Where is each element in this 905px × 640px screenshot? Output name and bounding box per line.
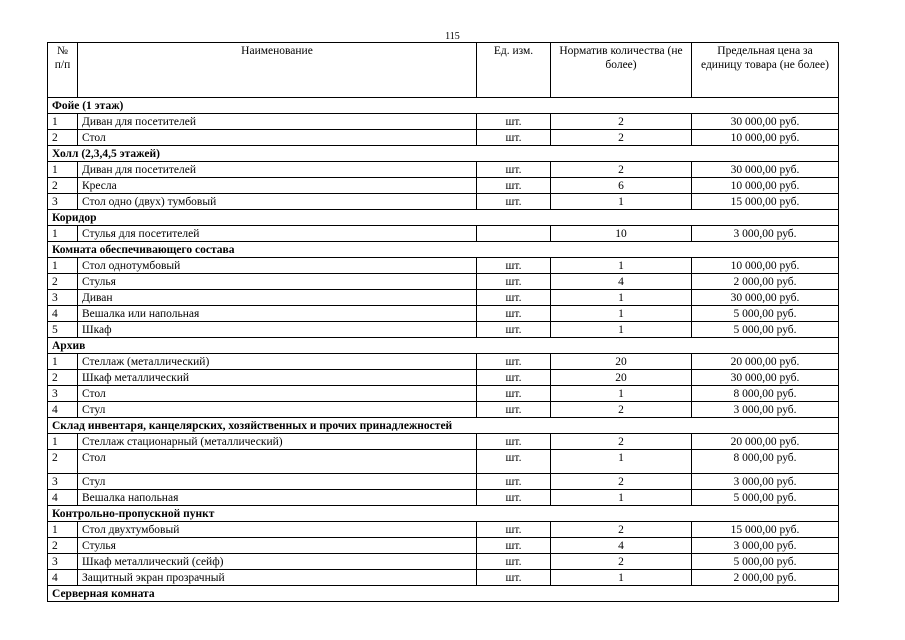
item-price: 20 000,00 руб. [692, 354, 839, 370]
table-row [48, 274, 839, 290]
row-number: 3 [48, 194, 78, 210]
header-num: № п/п [48, 43, 78, 98]
header-unit: Ед. изм. [477, 43, 551, 98]
item-quantity: 1 [551, 490, 692, 506]
row-number: 3 [48, 386, 78, 402]
item-quantity: 1 [551, 306, 692, 322]
row-number: 3 [48, 474, 78, 490]
item-quantity: 2 [551, 402, 692, 418]
page-number: 115 [445, 31, 460, 42]
item-name: Стулья [78, 274, 477, 290]
item-name: Стол [78, 450, 477, 474]
table-row [48, 522, 839, 538]
item-unit: шт. [477, 570, 551, 586]
item-price: 2 000,00 руб. [692, 274, 839, 290]
item-quantity: 20 [551, 354, 692, 370]
row-number: 1 [48, 162, 78, 178]
item-unit: шт. [477, 162, 551, 178]
item-quantity: 4 [551, 538, 692, 554]
item-price: 10 000,00 руб. [692, 258, 839, 274]
table-row [48, 370, 839, 386]
item-quantity: 10 [551, 226, 692, 242]
table-row [48, 490, 839, 506]
item-unit: шт. [477, 370, 551, 386]
item-price: 3 000,00 руб. [692, 226, 839, 242]
section-title: Коридор [48, 210, 839, 226]
item-quantity: 20 [551, 370, 692, 386]
item-price: 8 000,00 руб. [692, 450, 839, 474]
row-number: 5 [48, 322, 78, 338]
row-number: 2 [48, 178, 78, 194]
item-unit: шт. [477, 554, 551, 570]
item-name: Шкаф [78, 322, 477, 338]
item-name: Диван для посетителей [78, 114, 477, 130]
table-row [48, 354, 839, 370]
item-name: Стеллаж (металлический) [78, 354, 477, 370]
table-row [48, 434, 839, 450]
table-row [48, 258, 839, 274]
item-name: Кресла [78, 178, 477, 194]
item-price: 15 000,00 руб. [692, 522, 839, 538]
section-title: Склад инвентаря, канцелярских, хозяйственных и прочих принадлежностей [48, 418, 839, 434]
row-number: 3 [48, 554, 78, 570]
item-unit: шт. [477, 354, 551, 370]
item-price: 3 000,00 руб. [692, 402, 839, 418]
row-number: 2 [48, 450, 78, 474]
item-unit: шт. [477, 130, 551, 146]
table-row [48, 130, 839, 146]
item-name: Стул [78, 474, 477, 490]
item-unit: шт. [477, 522, 551, 538]
row-number: 1 [48, 354, 78, 370]
item-price: 30 000,00 руб. [692, 370, 839, 386]
item-name: Стол двухтумбовый [78, 522, 477, 538]
row-number: 1 [48, 522, 78, 538]
section-title: Контрольно-пропускной пункт [48, 506, 839, 522]
item-quantity: 2 [551, 522, 692, 538]
row-number: 1 [48, 226, 78, 242]
section-title: Комната обеспечивающего состава [48, 242, 839, 258]
item-quantity: 1 [551, 322, 692, 338]
item-quantity: 2 [551, 434, 692, 450]
item-name: Стол [78, 130, 477, 146]
table-row [48, 178, 839, 194]
item-quantity: 1 [551, 450, 692, 474]
item-unit: шт. [477, 306, 551, 322]
item-unit: шт. [477, 450, 551, 474]
item-quantity: 1 [551, 386, 692, 402]
row-number: 1 [48, 258, 78, 274]
item-quantity: 4 [551, 274, 692, 290]
section-row [48, 210, 839, 226]
row-number: 1 [48, 434, 78, 450]
item-quantity: 2 [551, 162, 692, 178]
item-quantity: 2 [551, 130, 692, 146]
header-name: Наименование [78, 43, 477, 98]
item-unit: шт. [477, 490, 551, 506]
item-quantity: 2 [551, 474, 692, 490]
item-unit [477, 226, 551, 242]
section-title: Фойе (1 этаж) [48, 98, 839, 114]
item-quantity: 1 [551, 258, 692, 274]
item-name: Шкаф металлический [78, 370, 477, 386]
section-row [48, 242, 839, 258]
item-price: 5 000,00 руб. [692, 306, 839, 322]
row-number: 2 [48, 130, 78, 146]
table-row [48, 226, 839, 242]
item-name: Диван для посетителей [78, 162, 477, 178]
table-row [48, 322, 839, 338]
header-qty: Норматив количества (не более) [551, 43, 692, 98]
item-unit: шт. [477, 290, 551, 306]
section-row [48, 586, 839, 602]
item-name: Вешалка напольная [78, 490, 477, 506]
item-name: Стол одно (двух) тумбовый [78, 194, 477, 210]
table-body [48, 98, 839, 602]
item-quantity: 2 [551, 554, 692, 570]
row-number: 3 [48, 290, 78, 306]
row-number: 4 [48, 490, 78, 506]
norms-table [47, 42, 839, 602]
table-row [48, 386, 839, 402]
item-unit: шт. [477, 386, 551, 402]
item-price: 30 000,00 руб. [692, 114, 839, 130]
item-price: 3 000,00 руб. [692, 538, 839, 554]
item-unit: шт. [477, 274, 551, 290]
item-price: 15 000,00 руб. [692, 194, 839, 210]
item-price: 10 000,00 руб. [692, 178, 839, 194]
item-price: 30 000,00 руб. [692, 162, 839, 178]
item-unit: шт. [477, 194, 551, 210]
item-unit: шт. [477, 258, 551, 274]
table-row [48, 114, 839, 130]
row-number: 2 [48, 538, 78, 554]
section-row [48, 146, 839, 162]
item-name: Диван [78, 290, 477, 306]
item-unit: шт. [477, 402, 551, 418]
table-row [48, 554, 839, 570]
row-number: 4 [48, 402, 78, 418]
table-row [48, 570, 839, 586]
item-unit: шт. [477, 322, 551, 338]
item-name: Защитный экран прозрачный [78, 570, 477, 586]
item-name: Вешалка или напольная [78, 306, 477, 322]
section-row [48, 98, 839, 114]
table-row [48, 402, 839, 418]
item-price: 2 000,00 руб. [692, 570, 839, 586]
item-unit: шт. [477, 538, 551, 554]
item-quantity: 1 [551, 290, 692, 306]
row-number: 1 [48, 114, 78, 130]
section-row [48, 338, 839, 354]
item-price: 8 000,00 руб. [692, 386, 839, 402]
item-unit: шт. [477, 114, 551, 130]
item-name: Стулья для посетителей [78, 226, 477, 242]
item-name: Стол [78, 386, 477, 402]
item-name: Стол однотумбовый [78, 258, 477, 274]
row-number: 2 [48, 274, 78, 290]
item-name: Шкаф металлический (сейф) [78, 554, 477, 570]
header-price: Предельная цена за единицу товара (не более) [692, 43, 839, 98]
table-row [48, 162, 839, 178]
item-name: Стул [78, 402, 477, 418]
table-header-row [48, 43, 839, 98]
item-price: 5 000,00 руб. [692, 554, 839, 570]
row-number: 2 [48, 370, 78, 386]
item-quantity: 2 [551, 114, 692, 130]
item-name: Стулья [78, 538, 477, 554]
table-row [48, 450, 839, 474]
table-row [48, 474, 839, 490]
table-row [48, 538, 839, 554]
item-quantity: 6 [551, 178, 692, 194]
row-number: 4 [48, 306, 78, 322]
section-title: Серверная комната [48, 586, 839, 602]
table-row [48, 306, 839, 322]
table-row [48, 194, 839, 210]
item-price: 30 000,00 руб. [692, 290, 839, 306]
item-price: 5 000,00 руб. [692, 490, 839, 506]
item-price: 20 000,00 руб. [692, 434, 839, 450]
item-unit: шт. [477, 434, 551, 450]
row-number: 4 [48, 570, 78, 586]
item-price: 10 000,00 руб. [692, 130, 839, 146]
item-unit: шт. [477, 178, 551, 194]
item-quantity: 1 [551, 570, 692, 586]
section-row [48, 506, 839, 522]
item-quantity: 1 [551, 194, 692, 210]
section-row [48, 418, 839, 434]
section-title: Архив [48, 338, 839, 354]
table-row [48, 290, 839, 306]
section-title: Холл (2,3,4,5 этажей) [48, 146, 839, 162]
item-price: 5 000,00 руб. [692, 322, 839, 338]
item-name: Стеллаж стационарный (металлический) [78, 434, 477, 450]
item-price: 3 000,00 руб. [692, 474, 839, 490]
item-unit: шт. [477, 474, 551, 490]
